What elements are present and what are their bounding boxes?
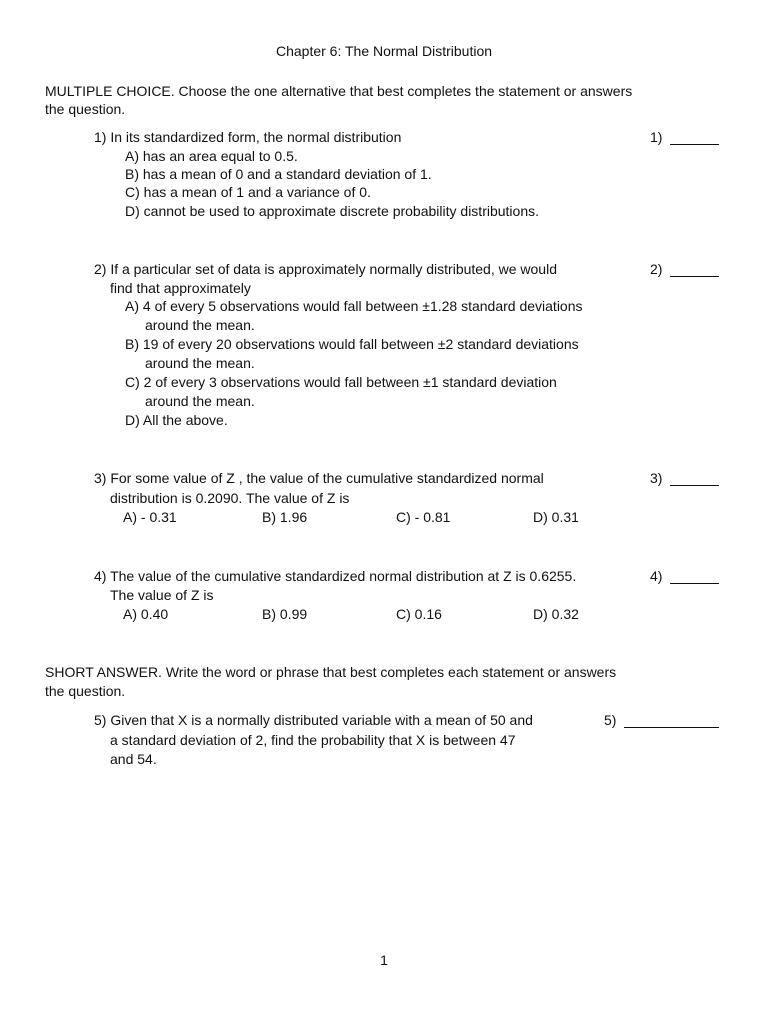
answer-label: 2) bbox=[650, 261, 663, 277]
option-c[interactable]: C) has a mean of 1 and a variance of 0. bbox=[125, 184, 371, 200]
question-stem: 1) In its standardized form, the normal distribution bbox=[94, 129, 402, 145]
option-c-cont: around the mean. bbox=[145, 393, 255, 409]
question-stem-cont: a standard deviation of 2, find the probability that X is between 47 bbox=[110, 732, 516, 748]
sa-instructions-line1: SHORT ANSWER. Write the word or phrase that best completes each statement or answers bbox=[45, 664, 617, 680]
option-b[interactable]: B) 19 of every 20 observations would fall between ±2 standard deviations bbox=[125, 336, 579, 352]
option-c[interactable]: C) 0.16 bbox=[396, 606, 442, 622]
mc-instructions-line1: MULTIPLE CHOICE. Choose the one alternative that best completes the statement or answers bbox=[45, 83, 633, 99]
question-stem-cont: The value of Z is bbox=[110, 587, 214, 603]
option-b-cont: around the mean. bbox=[145, 355, 255, 371]
page-number: 1 bbox=[380, 952, 388, 968]
answer-label: 1) bbox=[650, 129, 663, 145]
option-d[interactable]: D) 0.31 bbox=[533, 509, 579, 525]
question-stem: 2) If a particular set of data is approximately normally distributed, we would bbox=[94, 261, 557, 277]
option-a[interactable]: A) 0.40 bbox=[123, 606, 169, 622]
question-stem: 3) For some value of Z , the value of the cumulative standardized normal bbox=[94, 470, 544, 486]
option-d[interactable]: D) cannot be used to approximate discrete probability distributions. bbox=[125, 203, 539, 219]
option-c[interactable]: C) - 0.81 bbox=[396, 509, 451, 525]
answer-blank[interactable] bbox=[670, 570, 719, 584]
answer-label: 3) bbox=[650, 470, 663, 486]
answer-blank[interactable] bbox=[670, 131, 719, 145]
option-b[interactable]: B) 0.99 bbox=[262, 606, 308, 622]
question-stem-cont: and 54. bbox=[110, 751, 157, 767]
option-a[interactable]: A) has an area equal to 0.5. bbox=[125, 148, 298, 164]
answer-blank[interactable] bbox=[670, 472, 719, 486]
mc-instructions-line2: the question. bbox=[45, 101, 126, 117]
answer-blank[interactable] bbox=[670, 263, 719, 277]
page-title: Chapter 6: The Normal Distribution bbox=[275, 43, 493, 59]
option-d[interactable]: D) 0.32 bbox=[533, 606, 579, 622]
option-a[interactable]: A) - 0.31 bbox=[123, 509, 177, 525]
answer-label: 4) bbox=[650, 568, 663, 584]
question-stem: 5) Given that X is a normally distributed variable with a mean of 50 and bbox=[94, 712, 533, 728]
question-stem-cont: find that approximately bbox=[110, 280, 251, 296]
sa-instructions-line2: the question. bbox=[45, 683, 126, 699]
option-c[interactable]: C) 2 of every 3 observations would fall between ±1 standard deviation bbox=[125, 374, 557, 390]
option-b[interactable]: B) 1.96 bbox=[262, 509, 308, 525]
question-stem: 4) The value of the cumulative standardized normal distribution at Z is 0.6255. bbox=[94, 568, 577, 584]
option-a[interactable]: A) 4 of every 5 observations would fall between ±1.28 standard deviations bbox=[125, 298, 583, 314]
option-d[interactable]: D) All the above. bbox=[125, 412, 228, 428]
option-a-cont: around the mean. bbox=[145, 317, 255, 333]
answer-blank[interactable] bbox=[624, 714, 719, 728]
option-b[interactable]: B) has a mean of 0 and a standard deviation of 1. bbox=[125, 166, 432, 182]
question-stem-cont: distribution is 0.2090. The value of Z is bbox=[110, 490, 350, 506]
answer-label: 5) bbox=[604, 712, 617, 728]
